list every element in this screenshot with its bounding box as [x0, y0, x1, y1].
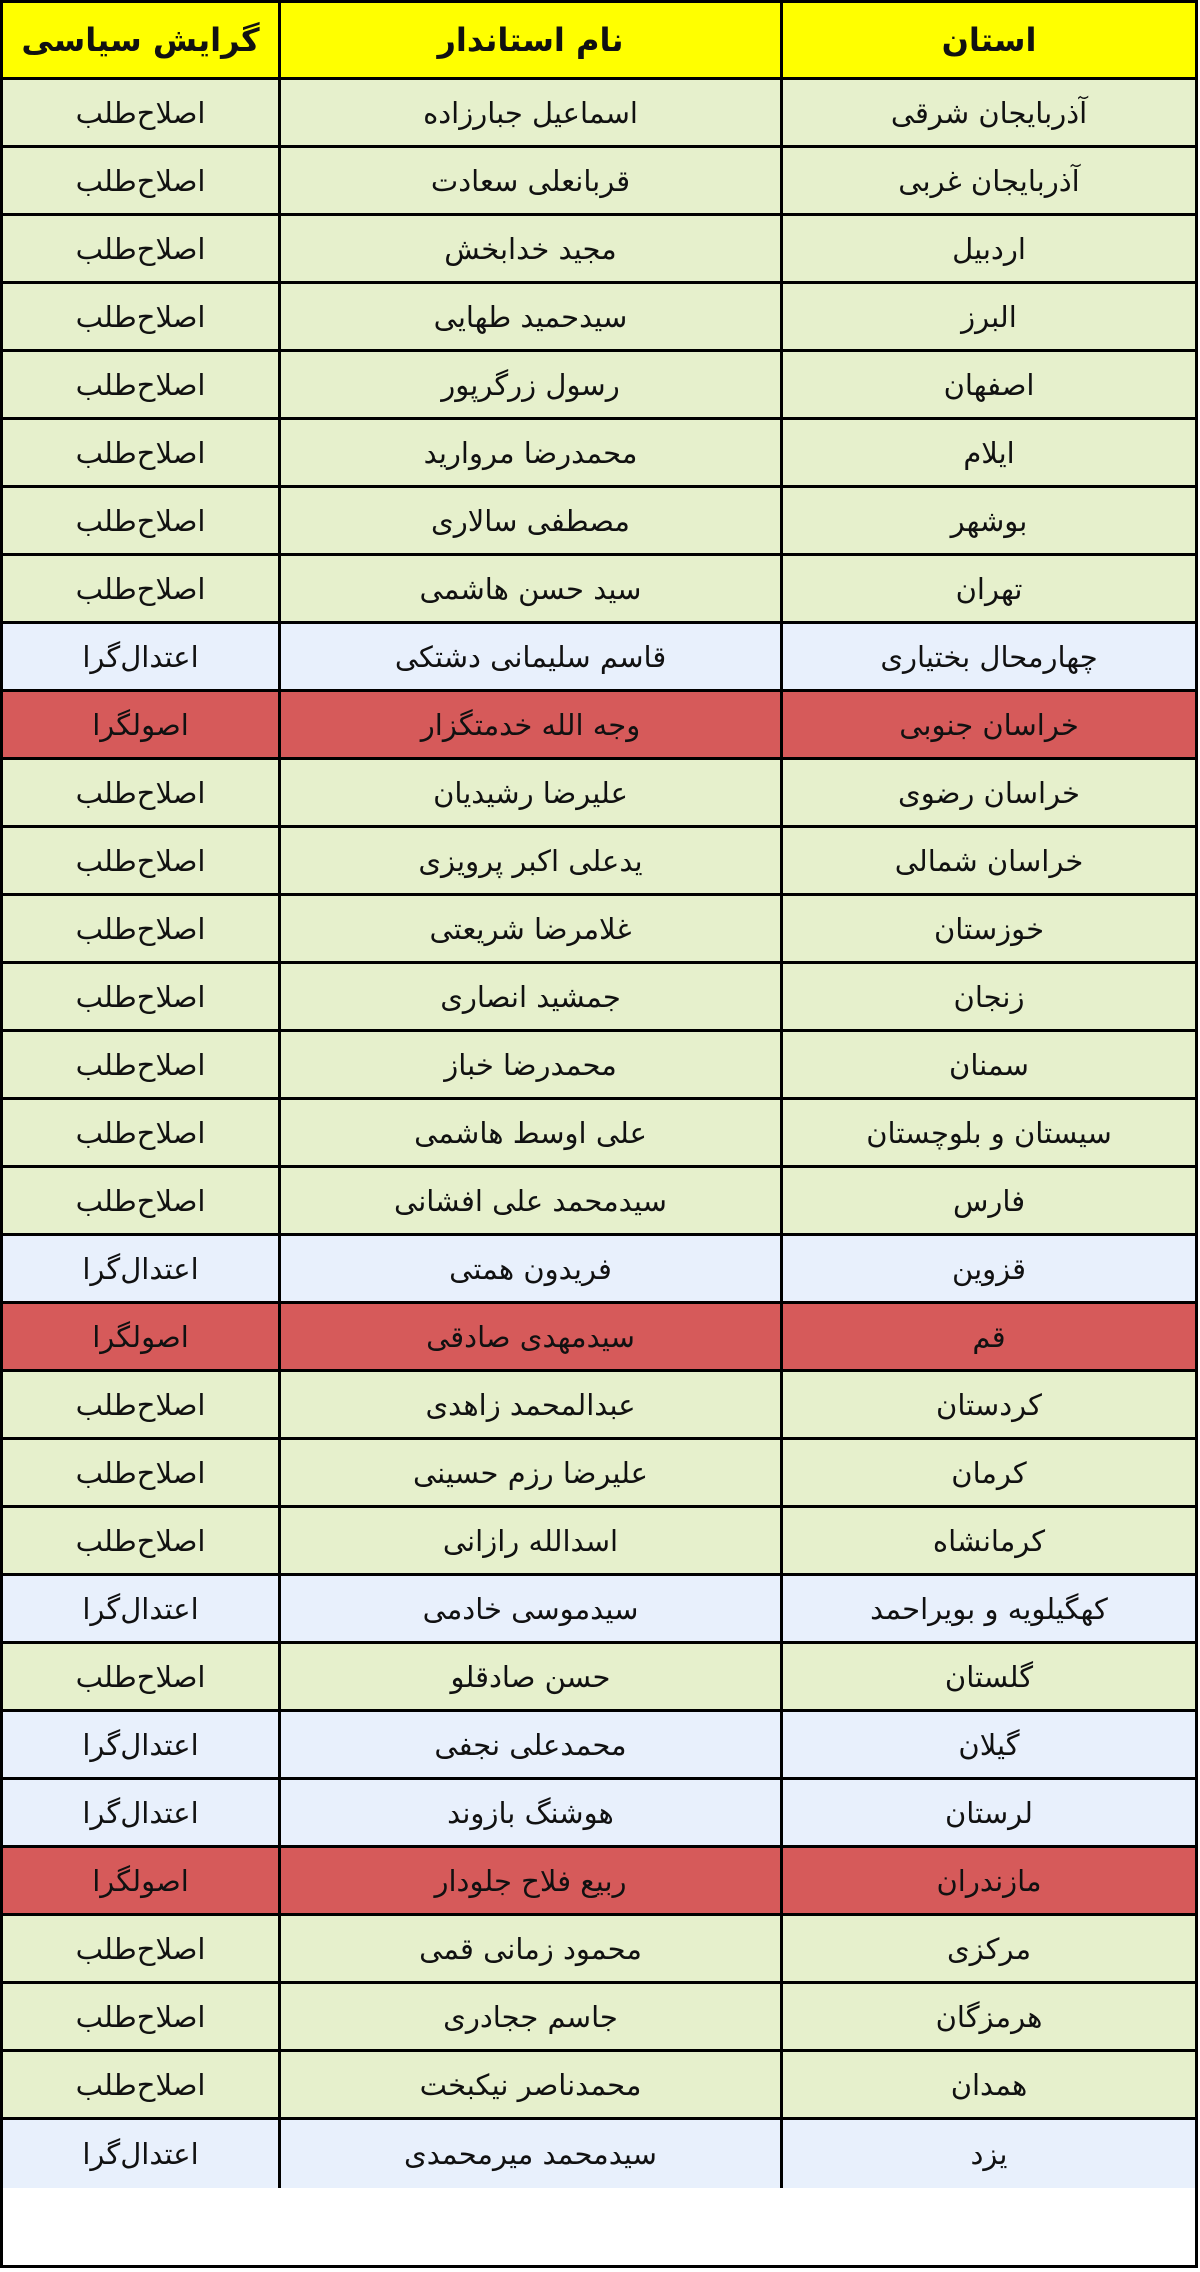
province-cell: کهگیلویه و بویراحمد: [780, 1576, 1195, 1641]
province-cell: لرستان: [780, 1780, 1195, 1845]
political-leaning-cell: اصلاح‌طلب: [3, 1372, 278, 1437]
table-row: [3, 1576, 1195, 1644]
province-cell: آذربایجان شرقی: [780, 80, 1195, 145]
governor-cell: قربانعلی سعادت: [278, 148, 780, 213]
table-row: [3, 1508, 1195, 1576]
table-row: [3, 896, 1195, 964]
table-row: [3, 284, 1195, 352]
province-cell: چهارمحال بختیاری: [780, 624, 1195, 689]
political-leaning-cell: اصلاح‌طلب: [3, 488, 278, 553]
province-cell: گلستان: [780, 1644, 1195, 1709]
governor-cell: محمود زمانی قمی: [278, 1916, 780, 1981]
province-cell: سیستان و بلوچستان: [780, 1100, 1195, 1165]
governor-cell: فریدون همتی: [278, 1236, 780, 1301]
political-leaning-cell: اصولگرا: [3, 1848, 278, 1913]
governor-cell: رسول زرگرپور: [278, 352, 780, 417]
political-leaning-cell: اصلاح‌طلب: [3, 1644, 278, 1709]
governor-cell: غلامرضا شریعتی: [278, 896, 780, 961]
province-cell: همدان: [780, 2052, 1195, 2117]
governor-cell: هوشنگ بازوند: [278, 1780, 780, 1845]
province-cell: مازندران: [780, 1848, 1195, 1913]
political-leaning-cell: اصلاح‌طلب: [3, 1440, 278, 1505]
political-leaning-cell: اصلاح‌طلب: [3, 80, 278, 145]
political-leaning-cell: اصولگرا: [3, 692, 278, 757]
province-cell: بوشهر: [780, 488, 1195, 553]
province-cell: کرمان: [780, 1440, 1195, 1505]
table-row: [3, 1848, 1195, 1916]
governor-cell: وجه الله خدمتگزار: [278, 692, 780, 757]
table-row: [3, 148, 1195, 216]
political-leaning-cell: اصلاح‌طلب: [3, 420, 278, 485]
political-leaning-cell: اصلاح‌طلب: [3, 828, 278, 893]
table-row: [3, 216, 1195, 284]
political-leaning-cell: اصلاح‌طلب: [3, 352, 278, 417]
governor-cell: محمدرضا مروارید: [278, 420, 780, 485]
governor-cell: ربیع فلاح جلودار: [278, 1848, 780, 1913]
province-cell: اصفهان: [780, 352, 1195, 417]
political-leaning-cell: اعتدال‌گرا: [3, 1780, 278, 1845]
table-row: [3, 828, 1195, 896]
table-row: [3, 1916, 1195, 1984]
header-political-leaning: گرایش سیاسی: [3, 3, 278, 77]
governor-cell: عبدالمحمد زاهدی: [278, 1372, 780, 1437]
governor-cell: جاسم ججادری: [278, 1984, 780, 2049]
table-row: [3, 80, 1195, 148]
province-cell: اردبیل: [780, 216, 1195, 281]
political-leaning-cell: اعتدال‌گرا: [3, 2120, 278, 2188]
governor-cell: حسن صادقلو: [278, 1644, 780, 1709]
table-row: [3, 2052, 1195, 2120]
province-cell: البرز: [780, 284, 1195, 349]
governor-cell: محمدناصر نیکبخت: [278, 2052, 780, 2117]
province-cell: زنجان: [780, 964, 1195, 1029]
political-leaning-cell: اعتدال‌گرا: [3, 1712, 278, 1777]
table-row: [3, 1712, 1195, 1780]
political-leaning-cell: اصولگرا: [3, 1304, 278, 1369]
table-row: [3, 556, 1195, 624]
governor-cell: علیرضا رزم حسینی: [278, 1440, 780, 1505]
governor-cell: سیدمهدی صادقی: [278, 1304, 780, 1369]
table-row: [3, 692, 1195, 760]
table-header-row: [3, 3, 1195, 80]
political-leaning-cell: اصلاح‌طلب: [3, 1916, 278, 1981]
province-cell: سمنان: [780, 1032, 1195, 1097]
province-cell: کرمانشاه: [780, 1508, 1195, 1573]
political-leaning-cell: اصلاح‌طلب: [3, 964, 278, 1029]
governor-cell: یدعلی اکبر پرویزی: [278, 828, 780, 893]
province-cell: قم: [780, 1304, 1195, 1369]
table-row: [3, 1304, 1195, 1372]
governor-cell: قاسم سلیمانی دشتکی: [278, 624, 780, 689]
governor-cell: مصطفی سالاری: [278, 488, 780, 553]
table-row: [3, 420, 1195, 488]
political-leaning-cell: اصلاح‌طلب: [3, 216, 278, 281]
province-cell: قزوین: [780, 1236, 1195, 1301]
governor-cell: علی اوسط هاشمی: [278, 1100, 780, 1165]
header-governor: نام استاندار: [278, 3, 780, 77]
political-leaning-cell: اصلاح‌طلب: [3, 284, 278, 349]
table-row: [3, 1440, 1195, 1508]
table-row: [3, 1984, 1195, 2052]
table-row: [3, 964, 1195, 1032]
table-row: [3, 352, 1195, 420]
governor-cell: محمدرضا خباز: [278, 1032, 780, 1097]
political-leaning-cell: اصلاح‌طلب: [3, 1032, 278, 1097]
table-row: [3, 1780, 1195, 1848]
province-cell: هرمزگان: [780, 1984, 1195, 2049]
province-cell: خوزستان: [780, 896, 1195, 961]
political-leaning-cell: اصلاح‌طلب: [3, 2052, 278, 2117]
governor-cell: سیدمحمد علی افشانی: [278, 1168, 780, 1233]
political-leaning-cell: اعتدال‌گرا: [3, 1576, 278, 1641]
province-cell: یزد: [780, 2120, 1195, 2188]
political-leaning-cell: اصلاح‌طلب: [3, 896, 278, 961]
governor-cell: اسماعیل جبارزاده: [278, 80, 780, 145]
governor-cell: اسدالله رازانی: [278, 1508, 780, 1573]
governor-cell: محمدعلی نجفی: [278, 1712, 780, 1777]
table-row: [3, 2120, 1195, 2188]
header-province: استان: [780, 3, 1195, 77]
governor-cell: مجید خدابخش: [278, 216, 780, 281]
table-row: [3, 488, 1195, 556]
table-row: [3, 1372, 1195, 1440]
table-row: [3, 1644, 1195, 1712]
governor-cell: علیرضا رشیدیان: [278, 760, 780, 825]
province-cell: مرکزی: [780, 1916, 1195, 1981]
governor-cell: سیدموسی خادمی: [278, 1576, 780, 1641]
province-cell: کردستان: [780, 1372, 1195, 1437]
province-cell: خراسان رضوی: [780, 760, 1195, 825]
table-row: [3, 1100, 1195, 1168]
province-cell: خراسان شمالی: [780, 828, 1195, 893]
province-cell: ایلام: [780, 420, 1195, 485]
governor-cell: جمشید انصاری: [278, 964, 780, 1029]
table-row: [3, 624, 1195, 692]
table-row: [3, 1168, 1195, 1236]
province-cell: تهران: [780, 556, 1195, 621]
political-leaning-cell: اصلاح‌طلب: [3, 1984, 278, 2049]
governor-cell: سیدحمید طهایی: [278, 284, 780, 349]
province-cell: خراسان جنوبی: [780, 692, 1195, 757]
political-leaning-cell: اصلاح‌طلب: [3, 556, 278, 621]
governor-cell: سید حسن هاشمی: [278, 556, 780, 621]
political-leaning-cell: اصلاح‌طلب: [3, 1100, 278, 1165]
political-leaning-cell: اصلاح‌طلب: [3, 1508, 278, 1573]
province-cell: فارس: [780, 1168, 1195, 1233]
province-cell: گیلان: [780, 1712, 1195, 1777]
province-cell: آذربایجان غربی: [780, 148, 1195, 213]
table-row: [3, 1236, 1195, 1304]
political-leaning-cell: اصلاح‌طلب: [3, 1168, 278, 1233]
table-row: [3, 760, 1195, 828]
political-leaning-cell: اصلاح‌طلب: [3, 148, 278, 213]
political-leaning-cell: اصلاح‌طلب: [3, 760, 278, 825]
governor-cell: سیدمحمد میرمحمدی: [278, 2120, 780, 2188]
political-leaning-cell: اعتدال‌گرا: [3, 624, 278, 689]
table-row: [3, 1032, 1195, 1100]
political-leaning-cell: اعتدال‌گرا: [3, 1236, 278, 1301]
